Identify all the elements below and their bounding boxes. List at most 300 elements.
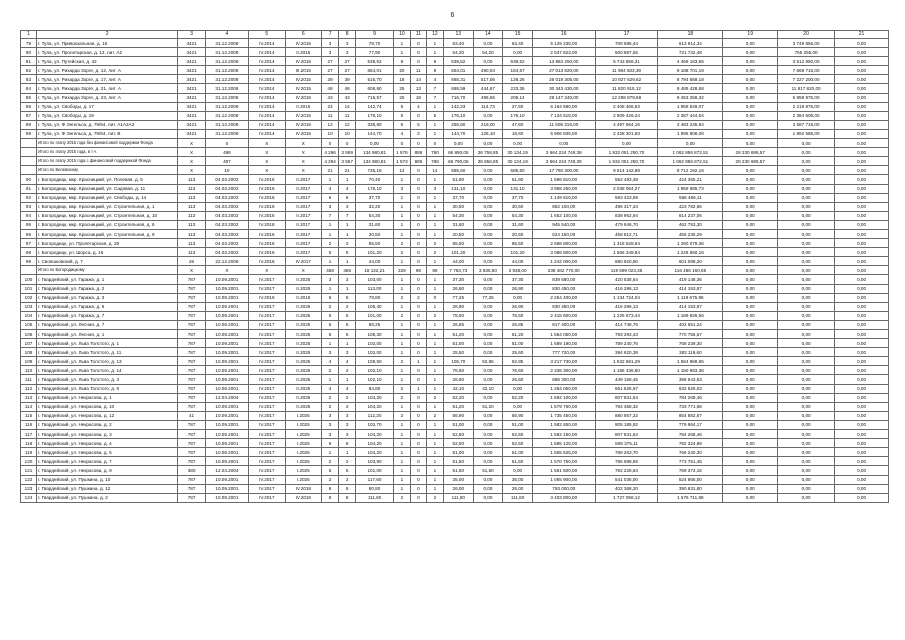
- table-cell: 101: [21, 284, 37, 293]
- table-cell: 83: [21, 75, 37, 84]
- table-cell: 42,10: [443, 384, 473, 393]
- table-cell: 0,00: [723, 120, 778, 129]
- table-cell: II.2025: [285, 320, 321, 329]
- table-cell: IV.2017: [249, 466, 285, 475]
- table-cell: 0,00: [723, 239, 778, 248]
- table-cell: 1 185 436,60: [595, 366, 658, 375]
- table-cell: 54,30: [443, 211, 473, 220]
- table-cell: IV.2014: [249, 93, 285, 102]
- address-cell: г. Гвардейский, ул. Льва Толстого, д. 11: [36, 348, 177, 357]
- table-cell: X: [178, 266, 205, 275]
- table-cell: 11 817 820,00: [778, 84, 835, 93]
- table-cell: 0,00: [835, 484, 889, 493]
- table-cell: 0,00: [723, 493, 778, 502]
- table-cell: 784 268,46: [658, 430, 723, 439]
- table-cell: 784 268,46: [658, 393, 723, 402]
- table-cell: 0,00: [778, 248, 835, 257]
- table-cell: 0,00: [723, 402, 778, 411]
- table-cell: 10.09.2001: [205, 493, 248, 502]
- table-cell: 7: [426, 93, 443, 102]
- table-row: [21, 357, 889, 366]
- table-cell: 766 230,30: [658, 448, 723, 457]
- table-cell: 7: [339, 211, 356, 220]
- table-cell: I.2025: [285, 448, 321, 457]
- table-cell: 0: [410, 220, 426, 229]
- table-cell: 30 134,19: [503, 157, 533, 166]
- table-cell: 0,00: [835, 384, 889, 393]
- table-cell: II.2025: [285, 275, 321, 284]
- table-cell: 3: [339, 39, 356, 48]
- table-cell: 335,80: [356, 120, 394, 129]
- table-cell: 1 280 079,36: [658, 239, 723, 248]
- table-cell: 103,00: [356, 275, 394, 284]
- table-cell: 21: [322, 166, 339, 175]
- table-cell: 26 019 305,00: [532, 75, 595, 84]
- table-cell: 0,00: [835, 193, 889, 202]
- table-cell: 31.12.2008: [205, 75, 248, 84]
- table-cell: 5: [339, 311, 356, 320]
- table-cell: 1 119 675,96: [658, 293, 723, 302]
- table-cell: 329: [393, 266, 410, 275]
- table-cell: 4: [322, 357, 339, 366]
- table-cell: 51,00: [503, 420, 533, 429]
- table-row: [21, 93, 889, 102]
- table-cell: 0,00: [473, 284, 503, 293]
- table-cell: 0: [410, 484, 426, 493]
- table-cell: 30 343 430,00: [532, 84, 595, 93]
- table-cell: 1: [393, 439, 410, 448]
- table-row: [21, 111, 889, 120]
- table-cell: 1 242 000,00: [532, 257, 595, 266]
- table-cell: 04.03.2002: [205, 184, 248, 193]
- table-cell: 2: [426, 248, 443, 257]
- table-cell: 651 525,97: [595, 384, 658, 393]
- table-cell: IV.2016: [249, 229, 285, 238]
- table-cell: 113: [178, 202, 205, 211]
- table-cell: 5: [322, 311, 339, 320]
- table-cell: 2 809 426,24: [595, 111, 658, 120]
- table-cell: 0,00: [778, 357, 835, 366]
- table-cell: 10: [322, 129, 339, 138]
- table-cell: 0,00: [473, 430, 503, 439]
- table-cell: 789 263,70: [595, 448, 658, 457]
- table-cell: 0,00: [835, 66, 889, 75]
- table-cell: IV.2017: [249, 457, 285, 466]
- table-cell: 0,00: [723, 284, 778, 293]
- table-cell: 10.09.2001: [205, 357, 248, 366]
- table-cell: 0,00: [443, 139, 473, 148]
- table-cell: 54,20: [473, 48, 503, 57]
- table-cell: 10: [339, 129, 356, 138]
- table-cell: 7: [426, 84, 443, 93]
- table-cell: 1: [339, 284, 356, 293]
- table-cell: 0: [410, 339, 426, 348]
- table-cell: 134 980,81: [356, 148, 394, 157]
- table-cell: 0,00: [835, 129, 889, 138]
- table-cell: 11 820 915,12: [595, 84, 658, 93]
- table-cell: 7 669 715,00: [778, 66, 835, 75]
- table-cell: X: [249, 148, 285, 157]
- table-cell: 85,50: [503, 239, 533, 248]
- table-cell: 539,52: [356, 57, 394, 66]
- table-row: [21, 475, 889, 484]
- table-row: [21, 66, 889, 75]
- address-cell: г. Тула, ул. Путейская, д. 42: [36, 57, 177, 66]
- table-cell: 794 458,32: [595, 402, 658, 411]
- table-cell: 0,00: [778, 402, 835, 411]
- table-cell: 539,52: [503, 57, 533, 66]
- table-cell: 97: [21, 239, 37, 248]
- table-cell: 414 153,87: [658, 302, 723, 311]
- table-cell: 134 980,81: [356, 157, 394, 166]
- table-cell: 839 680,00: [532, 275, 595, 284]
- table-cell: 1: [393, 257, 410, 266]
- table-cell: 20,50: [356, 229, 394, 238]
- table-cell: I.2025: [285, 439, 321, 448]
- column-number-cell: 13: [443, 31, 473, 39]
- address-cell: г. Гвардейский, ул. Некрасова, д. 7: [36, 457, 177, 466]
- table-cell: 1 062 856 872,51: [658, 148, 723, 157]
- table-cell: 10.09.2001: [205, 330, 248, 339]
- table-cell: 119: [21, 448, 37, 457]
- table-row: [21, 120, 889, 129]
- table-cell: 424 365,21: [658, 175, 723, 184]
- table-cell: 0,00: [835, 84, 889, 93]
- table-cell: 109: [21, 357, 37, 366]
- table-cell: 44,00: [443, 257, 473, 266]
- table-cell: IV.2016: [249, 211, 285, 220]
- table-cell: 419 148,36: [658, 275, 723, 284]
- table-cell: 43: [322, 93, 339, 102]
- table-cell: 805 185,92: [595, 420, 658, 429]
- table-cell: 3: [322, 348, 339, 357]
- table-cell: 113: [178, 193, 205, 202]
- table-cell: 20: [393, 66, 410, 75]
- table-cell: 449 156,45: [595, 375, 658, 384]
- table-cell: 8: [339, 493, 356, 502]
- table-cell: 0,00: [723, 111, 778, 120]
- table-cell: 0: [410, 348, 426, 357]
- table-row: [21, 384, 889, 393]
- table-cell: 0,00: [723, 411, 778, 420]
- table-cell: 0,00: [723, 229, 778, 238]
- table-cell: 48: [322, 84, 339, 93]
- table-cell: 0,00: [778, 411, 835, 420]
- table-cell: 688,59: [443, 84, 473, 93]
- table-cell: 6: [339, 484, 356, 493]
- address-cell: г. Гвардейский, ул. Некрасова, д. 4: [36, 439, 177, 448]
- table-cell: 1: [426, 102, 443, 111]
- table-cell: 14: [339, 102, 356, 111]
- table-cell: 0: [410, 193, 426, 202]
- table-cell: 1: [426, 366, 443, 375]
- table-cell: 85: [21, 93, 37, 102]
- table-cell: IV.2016: [249, 184, 285, 193]
- table-cell: 6: [322, 293, 339, 302]
- table-cell: 524 865,00: [658, 475, 723, 484]
- table-cell: 0,00: [723, 257, 778, 266]
- table-cell: 787: [178, 366, 205, 375]
- table-cell: 44,00: [503, 257, 533, 266]
- table-cell: 0,00: [723, 384, 778, 393]
- table-cell: 113: [178, 175, 205, 184]
- subtotal-row: [21, 166, 889, 175]
- table-cell: 26,00: [503, 484, 533, 493]
- table-cell: 787: [178, 375, 205, 384]
- table-cell: IV.2014: [249, 75, 285, 84]
- table-cell: X: [285, 157, 321, 166]
- table-cell: 583 423,59: [595, 193, 658, 202]
- table-cell: 0,00: [473, 320, 503, 329]
- table-cell: 787: [178, 357, 205, 366]
- table-cell: 1: [426, 175, 443, 184]
- table-cell: 0,00: [723, 220, 778, 229]
- table-cell: 787: [178, 493, 205, 502]
- table-cell: 9 453 258,32: [658, 93, 723, 102]
- table-cell: 31.12.2008: [205, 102, 248, 111]
- table-cell: 26,85: [443, 320, 473, 329]
- table-cell: IV.2015: [285, 129, 321, 138]
- table-cell: 2: [322, 302, 339, 311]
- table-cell: 54,30: [356, 211, 394, 220]
- table-cell: 496,56: [473, 93, 503, 102]
- table-cell: 0,00: [723, 420, 778, 429]
- table-cell: 30 134,19: [503, 148, 533, 157]
- address-cell: г. Богородицк, мкр. Красницкий, ул. Строительная, д. 6: [36, 220, 177, 229]
- table-cell: 51,50: [473, 466, 503, 475]
- table-cell: 0,00: [835, 229, 889, 238]
- address-cell: г. Гвардейский, ул. Льва Толстого, д. 14: [36, 366, 177, 375]
- address-cell: г. Богородицк, мкр. Красницкий, ул. Полевая, д. 5: [36, 175, 177, 184]
- table-cell: 0,00: [778, 275, 835, 284]
- table-cell: 12: [339, 120, 356, 129]
- column-number-cell: 9: [356, 31, 394, 39]
- table-cell: 777 720,00: [532, 348, 595, 357]
- table-cell: 2: [393, 311, 410, 320]
- table-cell: 0: [410, 202, 426, 211]
- table-cell: 3: [339, 202, 356, 211]
- table-cell: 0,00: [723, 366, 778, 375]
- table-cell: 0,00: [778, 175, 835, 184]
- table-cell: 2 428 301,93: [595, 129, 658, 138]
- table-cell: 2: [393, 357, 410, 366]
- table-cell: 500 887,55: [595, 48, 658, 57]
- column-number-cell: 17: [595, 31, 658, 39]
- table-cell: 90: [21, 175, 37, 184]
- table-cell: 0,00: [835, 448, 889, 457]
- table-cell: 82: [21, 66, 37, 75]
- table-cell: IV.2016: [249, 175, 285, 184]
- table-cell: II.2017: [285, 248, 321, 257]
- table-cell: 1 561 600,00: [532, 466, 595, 475]
- table-cell: 1: [393, 320, 410, 329]
- table-cell: 0,00: [723, 275, 778, 284]
- table-cell: 0,00: [778, 193, 835, 202]
- table-cell: 0,00: [778, 339, 835, 348]
- table-cell: 26,90: [443, 302, 473, 311]
- table-cell: 22.12.2008: [205, 257, 248, 266]
- table-cell: IV.2015: [285, 84, 321, 93]
- address-cell: г. Гвардейский, ул. Гаража, д. 2: [36, 284, 177, 293]
- table-cell: 0: [410, 275, 426, 284]
- table-cell: 1: [426, 129, 443, 138]
- table-cell: 0,00: [835, 139, 889, 148]
- table-row: [21, 275, 889, 284]
- table-cell: 103: [21, 302, 37, 311]
- table-cell: 1 570 750,00: [532, 457, 595, 466]
- table-cell: 111,60: [443, 493, 473, 502]
- table-cell: 2: [426, 393, 443, 402]
- table-cell: 116 466 160,65: [658, 266, 723, 275]
- table-cell: 0: [410, 493, 426, 502]
- table-cell: 1: [393, 430, 410, 439]
- table-cell: 25,50: [443, 348, 473, 357]
- table-cell: 3: [339, 348, 356, 357]
- table-cell: 35,00: [443, 475, 473, 484]
- table-cell: 3: [393, 184, 410, 193]
- table-cell: 0: [410, 302, 426, 311]
- table-cell: 52,20: [443, 393, 473, 402]
- table-cell: 2: [393, 293, 410, 302]
- table-cell: 238 482 770,00: [532, 266, 595, 275]
- table-cell: 566 486,11: [658, 193, 723, 202]
- table-cell: 110: [21, 366, 37, 375]
- address-cell: г. Тула, ул. Рихарда Зорге, д. 17, лит. А: [36, 75, 177, 84]
- table-cell: 0,00: [835, 102, 889, 111]
- address-cell: г. Тула, ул. Рихарда Зорге, д. 21, лит. А: [36, 84, 177, 93]
- table-cell: 52,50: [503, 439, 533, 448]
- address-cell: Итого по этапу 2015 года без финансовой поддержки Фонда: [36, 139, 177, 148]
- table-cell: 101,00: [356, 311, 394, 320]
- address-cell: Итого по Белевскому: [36, 166, 177, 175]
- table-cell: 1: [426, 420, 443, 429]
- table-cell: 37,70: [356, 193, 394, 202]
- column-number-cell: 7: [322, 31, 339, 39]
- table-cell: 4: [339, 184, 356, 193]
- table-cell: 119 599 023,35: [595, 266, 658, 275]
- table-cell: 1 585 125,00: [532, 439, 595, 448]
- table-cell: 787: [178, 475, 205, 484]
- table-cell: IV.2014: [249, 39, 285, 48]
- table-cell: 0,00: [778, 393, 835, 402]
- table-cell: 7 227 200,00: [778, 75, 835, 84]
- table-cell: 131,10: [503, 184, 533, 193]
- table-cell: 2 218 875,00: [778, 102, 835, 111]
- table-cell: 10.09.2001: [205, 302, 248, 311]
- table-cell: 04.03.2002: [205, 229, 248, 238]
- table-cell: 787: [178, 330, 205, 339]
- table-cell: 1 995 808,08: [658, 129, 723, 138]
- table-cell: 787: [178, 484, 205, 493]
- table-cell: IV.2016: [249, 239, 285, 248]
- table-cell: 87: [21, 111, 37, 120]
- table-cell: 0,00: [778, 139, 835, 148]
- table-cell: 735,16: [356, 166, 394, 175]
- table-cell: 85,50: [443, 239, 473, 248]
- table-cell: 32,20: [356, 202, 394, 211]
- table-cell: 1: [322, 220, 339, 229]
- table-cell: 20,50: [443, 229, 473, 238]
- table-cell: 366: [339, 266, 356, 275]
- table-cell: 3 217 730,00: [532, 357, 595, 366]
- table-cell: 6: [339, 439, 356, 448]
- table-cell: 787: [178, 393, 205, 402]
- table-cell: 102,00: [356, 339, 394, 348]
- table-cell: 3: [339, 430, 356, 439]
- table-cell: 2 537 822,00: [532, 48, 595, 57]
- table-cell: IV.2014: [249, 102, 285, 111]
- table-row: [21, 402, 889, 411]
- table-cell: 0,00: [723, 175, 778, 184]
- table-cell: IV.2017: [249, 375, 285, 384]
- table-cell: 0: [410, 320, 426, 329]
- table-cell: 27: [339, 57, 356, 66]
- table-cell: 1: [393, 48, 410, 57]
- table-cell: 3421: [178, 120, 205, 129]
- table-cell: 380: [178, 466, 205, 475]
- table-cell: 0,00: [473, 184, 503, 193]
- table-cell: 92: [21, 193, 37, 202]
- table-cell: 0,00: [778, 330, 835, 339]
- table-cell: 0,00: [503, 402, 533, 411]
- table-cell: II.2017: [285, 239, 321, 248]
- table-cell: 1 735 450,00: [532, 411, 595, 420]
- table-cell: 1: [426, 229, 443, 238]
- table-cell: 37,70: [443, 193, 473, 202]
- column-number-cell: 4: [205, 31, 248, 39]
- table-cell: 1 228 650,16: [658, 248, 723, 257]
- table-cell: 0: [410, 111, 426, 120]
- table-cell: X: [285, 139, 321, 148]
- table-cell: 10.09.2001: [205, 284, 248, 293]
- table-cell: 3: [426, 184, 443, 193]
- table-cell: 1: [393, 229, 410, 238]
- table-cell: 2 254 400,00: [532, 293, 595, 302]
- column-number-cell: 10: [393, 31, 410, 39]
- table-cell: 1: [426, 339, 443, 348]
- table-cell: 35,00: [503, 475, 533, 484]
- table-cell: 37,30: [503, 275, 533, 284]
- table-cell: 733 771,68: [658, 402, 723, 411]
- table-cell: 2: [322, 475, 339, 484]
- table-cell: 787: [178, 439, 205, 448]
- table-cell: 0,00: [835, 248, 889, 257]
- table-cell: 3421: [178, 57, 205, 66]
- table-cell: IV.2016: [249, 202, 285, 211]
- table-cell: 176,10: [503, 111, 533, 120]
- table-cell: 3 958 250,00: [532, 184, 595, 193]
- table-cell: 479 946,70: [595, 220, 658, 229]
- table-cell: 28 230 686,57: [723, 157, 778, 166]
- table-cell: 113: [178, 248, 205, 257]
- table-cell: II.2015: [285, 102, 321, 111]
- table-cell: 654,01: [443, 66, 473, 75]
- table-cell: IV.2017: [249, 302, 285, 311]
- table-cell: 2 384 605,00: [778, 111, 835, 120]
- table-cell: 1 225 673,44: [595, 311, 658, 320]
- table-cell: 396 643,53: [658, 375, 723, 384]
- table-cell: 0,00: [778, 257, 835, 266]
- table-cell: 4 294: [322, 157, 339, 166]
- table-row: [21, 84, 889, 93]
- table-cell: 31.12.2008: [205, 66, 248, 75]
- table-cell: 70,40: [356, 175, 394, 184]
- table-cell: 04.03.2002: [205, 220, 248, 229]
- table-cell: 29 147 340,00: [532, 93, 595, 102]
- table-cell: 112: [21, 384, 37, 393]
- table-cell: 176,10: [356, 111, 394, 120]
- table-cell: 0,00: [835, 39, 889, 48]
